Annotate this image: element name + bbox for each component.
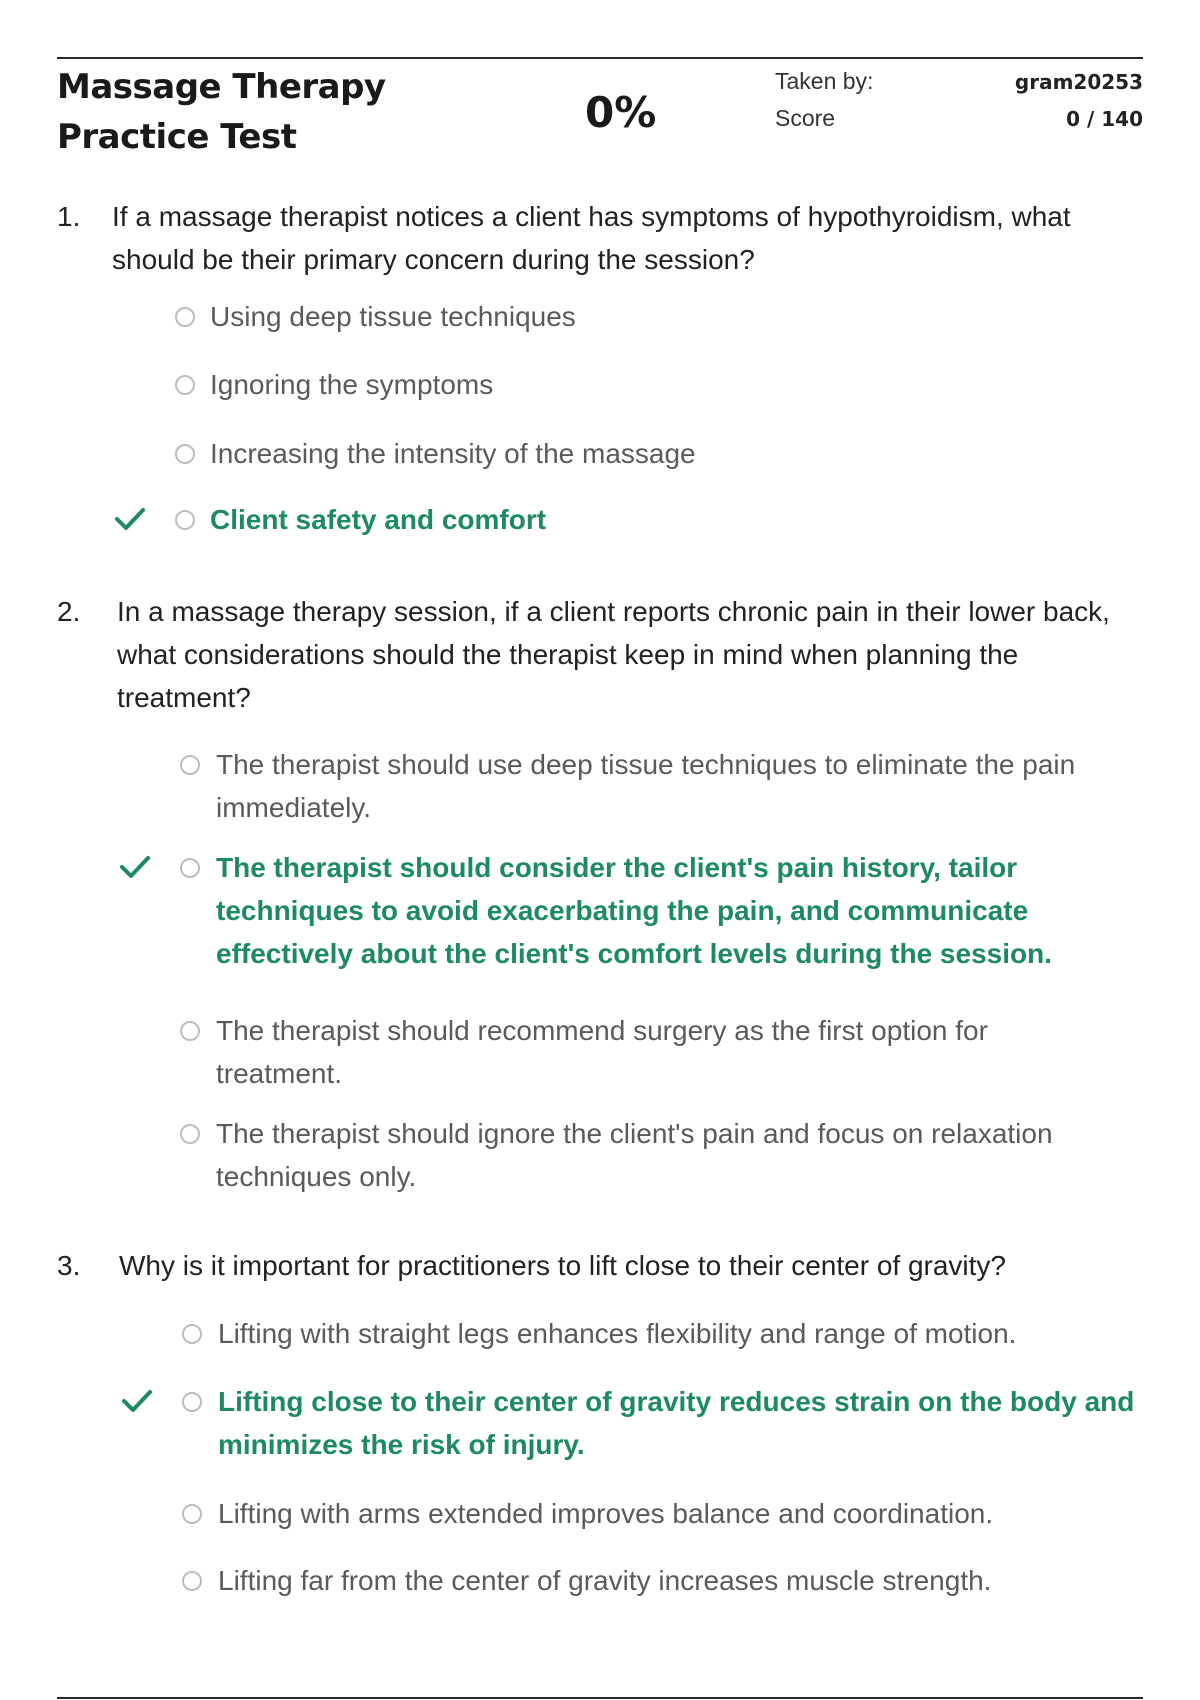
radio-icon[interactable] — [180, 1021, 200, 1041]
option-text: The therapist should ignore the client's pain and focus on relaxation techniques only. — [216, 1118, 1053, 1192]
question-number: 3. — [57, 1250, 81, 1281]
question-number: 2. — [57, 596, 81, 627]
question-text: If a massage therapist notices a client has symptoms of hypothyroidism, what should be their primary concern during the session? — [112, 201, 1071, 275]
radio-icon[interactable] — [180, 858, 200, 878]
option-text: Using deep tissue techniques — [210, 301, 576, 332]
taken-by-label: Taken by: — [775, 68, 874, 94]
option-text: Ignoring the symptoms — [210, 369, 494, 400]
radio-icon[interactable] — [175, 510, 195, 530]
option-text: Lifting far from the center of gravity increases muscle strength. — [218, 1565, 992, 1596]
option-text: Lifting close to their center of gravity reduces strain on the body and minimizes the risk of injury. — [218, 1386, 1135, 1460]
question-text: Why is it important for practitioners to lift close to their center of gravity? — [119, 1250, 1007, 1281]
top-divider — [57, 57, 1143, 59]
radio-icon[interactable] — [182, 1504, 202, 1524]
radio-icon[interactable] — [182, 1324, 202, 1344]
radio-icon[interactable] — [175, 375, 195, 395]
score-label: Score — [775, 105, 836, 131]
option-text: Lifting with arms extended improves balance and coordination. — [218, 1498, 994, 1529]
checkmark-icon — [113, 502, 147, 536]
percent-score: 0% — [585, 88, 657, 137]
checkmark-icon — [118, 850, 152, 884]
score-value: 0 / 140 — [1066, 107, 1143, 131]
question-text: In a massage therapy session, if a client reports chronic pain in their lower back, what considerations should the therapist keep in mind when planning the treatment? — [117, 596, 1110, 713]
page-title: Massage Therapy Practice Test — [57, 67, 386, 157]
bottom-divider — [57, 1697, 1143, 1699]
taken-by-value: gram20253 — [1014, 70, 1143, 94]
radio-icon[interactable] — [175, 444, 195, 464]
radio-icon[interactable] — [182, 1392, 202, 1412]
radio-icon[interactable] — [182, 1571, 202, 1591]
radio-icon[interactable] — [180, 755, 200, 775]
option-text: The therapist should use deep tissue techniques to eliminate the pain immediately. — [216, 749, 1076, 823]
checkmark-icon — [120, 1384, 154, 1418]
option-text: Client safety and comfort — [210, 504, 547, 535]
option-text: The therapist should consider the client's pain history, tailor techniques to avoid exacerbating the pain, and communicate effectively about the client's comfort levels during the session. — [216, 852, 1052, 969]
radio-icon[interactable] — [180, 1124, 200, 1144]
question-number: 1. — [57, 201, 81, 232]
option-text: Increasing the intensity of the massage — [210, 438, 696, 469]
test-header — [57, 60, 1143, 160]
option-text: Lifting with straight legs enhances flexibility and range of motion. — [218, 1318, 1017, 1349]
option-text: The therapist should recommend surgery as the first option for treatment. — [216, 1015, 988, 1089]
radio-icon[interactable] — [175, 307, 195, 327]
